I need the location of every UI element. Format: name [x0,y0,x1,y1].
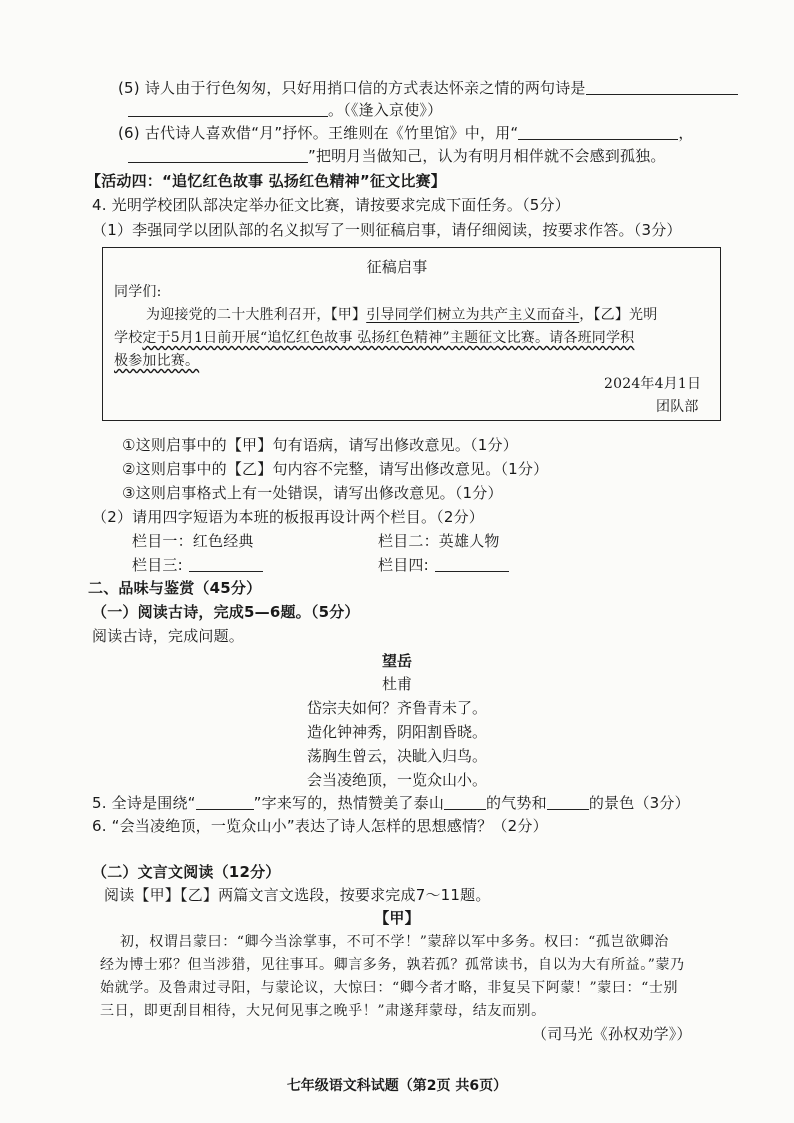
column-2: 栏目二：英雄人物 [378,532,500,550]
activity-title: 【活动四：“追忆红色故事 弘扬红色精神”征文比赛】 [86,172,446,190]
answer-blank[interactable] [586,79,738,95]
q4-2-prompt: （2）请用四字短语为本班的板报再设计两个栏目。（2分） [92,508,484,526]
part2-intro: 阅读古诗，完成问题。 [92,627,245,645]
poem-author: 杜甫 [381,675,412,693]
q5-line-1: (5) 诗人由于行色匆匆，只好用捎口信的方式表达怀亲之情的两句诗是 [118,78,738,98]
poem-title: 望岳 [381,652,412,670]
text-jia-mark: 【甲】 [374,909,420,927]
q6-poem: 6. “会当凌绝顶，一览众山小”表达了诗人怎样的思想感情？（2分） [92,817,548,835]
column-3: 栏目三: [132,555,263,575]
part2-heading: 二、品味与鉴赏（45分） [88,579,262,597]
answer-blank[interactable] [128,147,308,163]
answer-blank[interactable] [189,556,263,572]
text-jia-line: 初，权谓吕蒙曰：“卿今当涂掌事，不可不学！”蒙辞以军中多务。权曰：“孤岂欲卿治 [120,934,669,950]
q5-line-2: 。（《逢入京使》） [128,100,442,120]
column-1: 栏目一：红色经典 [132,532,254,550]
part2-sub1: （一）阅读古诗，完成5—6题。（5分） [92,603,360,621]
answer-blank[interactable] [435,556,509,572]
poem-line: 荡胸生曾云，决眦入归鸟。 [306,747,487,765]
task-2: ②这则启事中的【乙】句内容不完整，请写出修改意见。（1分） [122,460,549,478]
text-jia-line: 三日，即更刮目相待，大兄何见事之晚乎！”肃遂拜蒙母，结友而别。 [100,1003,546,1019]
answer-blank[interactable] [518,124,678,140]
page-footer: 七年级语文科试题（第2页 共6页） [286,1078,508,1094]
notice-signature: 团队部 [656,399,699,415]
answer-blank[interactable] [196,794,254,810]
poem-line: 造化钟神秀，阴阳割昏晓。 [306,723,487,741]
notice-title: 征稿启事 [366,258,428,276]
notice-body-line-3: 极参加比赛。 [114,353,200,369]
notice-body-line-2: 学校定于5月1日前开展“追忆红色故事 弘扬红色精神”主题征文比赛。请各班同学积 [114,330,635,346]
poem-line: 会当凌绝顶，一览众山小。 [306,771,487,789]
column-4: 栏目四: [378,555,509,575]
task-3: ③这则启事格式上有一处错误，请写出修改意见。（1分） [122,484,503,502]
q4-1-prompt: （1）李强同学以团队部的名义拟写了一则征稿启事，请仔细阅读，按要求作答。（3分） [92,221,682,239]
text-jia-line: 经为博士邪？但当涉猎，见往事耳。卿言多务，孰若孤？孤常读书，自以为大有所益。”蒙乃 [100,957,685,973]
mark-yi: 【乙】 [593,307,630,323]
part3-sub2: （二）文言文阅读（12分） [92,863,281,881]
q6-line-2: ”把明月当做知己，认为有明月相伴就不会感到孤独。 [128,146,666,166]
part3-intro: 阅读【甲】【乙】两篇文言文选段，按要求完成7～11题。 [104,886,491,904]
q4-title: 4. 光明学校团队部决定举办征文比赛，请按要求完成下面任务。（5分） [92,196,570,214]
task-1: ①这则启事中的【甲】句有语病，请写出修改意见。（1分） [122,436,518,454]
q6-line-1: (6) 古代诗人喜欢借“月”抒怀。王维则在《竹里馆》中，用“ ， [118,124,694,142]
text-jia-source: （司马光《孙权劝学》） [532,1025,692,1043]
answer-blank[interactable] [444,794,486,810]
sentence-jia: 引导同学们树立为共产主义而奋斗 [366,307,580,323]
notice-body-line-1: 为迎接党的二十大胜利召开，【甲】引导同学们树立为共产主义而奋斗，【乙】光明 [146,307,658,323]
mark-jia: 【甲】 [330,307,367,323]
answer-blank[interactable] [128,101,328,117]
notice-date: 2024年4月1日 [604,376,702,392]
text-jia-line: 始就学。及鲁肃过寻阳，与蒙论议，大惊曰：“卿今者才略，非复吴下阿蒙！”蒙曰：“士别 [100,980,679,996]
answer-blank[interactable] [547,794,589,810]
sentence-yi: 定于5月1日前开展“追忆红色故事 弘扬红色精神”主题征文比赛。请各班同学积 [142,330,635,346]
poem-line: 岱宗夫如何？齐鲁青未了。 [306,699,487,717]
q5-poem: 5. 全诗是围绕“ ”字来写的，热情赞美了泰山 的气势和 的景色（3分） [92,794,690,812]
notice-salutation: 同学们: [114,284,162,300]
